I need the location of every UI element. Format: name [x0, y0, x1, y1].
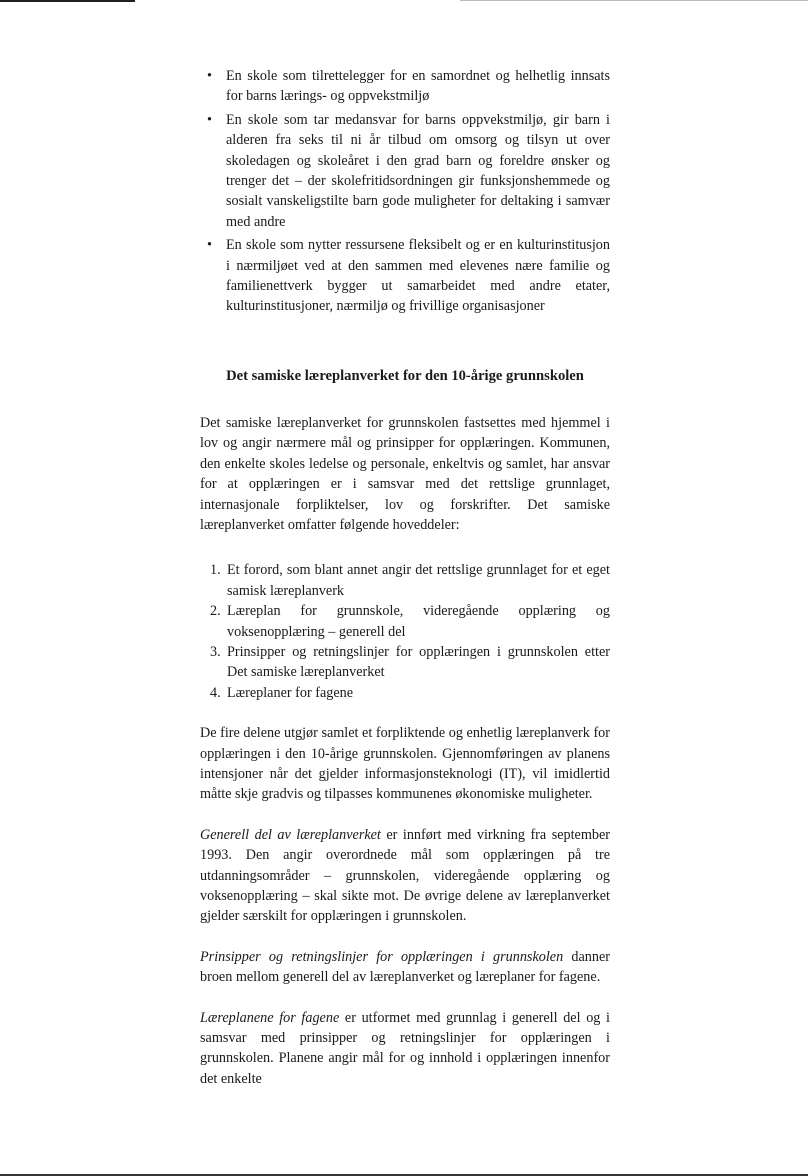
principles-text: danner broen mellom generell del av læreplanverket og læreplaner for fagene.	[200, 948, 610, 986]
intro-paragraph: Det samiske læreplanverket for grunnskolen fastsettes med hjemmel i lov og angir nærmere mål og prinsipper for opplæringen. Kommunen, den enkelte skoles ledelse og personale, enkeltvis og samlet, har ansvar for at opplæringen er i samsvar med det rettslige grunnlaget, internasjonale forpliktelser, lov og forskrifter. Det samiske læreplanverket omfatter følgende hoveddeler:	[200, 414, 610, 533]
bullet-item: • En skole som tilrettelegger for en samordnet og helhetlig innsats for barns lærings- og oppvekstmiljø	[226, 66, 610, 107]
general-part-text: er innført med virkning fra september 1993. Den angir overordnede mål som opplæringen på tre utdanningsområder – grunnskolen, videregående opplæring og voksenopplæring – skal sikte mot. De øvrige delene av læreplanverket gjelder særskilt for opplæringen i grunnskolen.	[200, 826, 610, 925]
parts-list-item	[210, 560, 610, 601]
list-number: 3.	[210, 643, 221, 660]
list-number: 2.	[210, 603, 221, 620]
general-part-title: Generell del av læreplanverket	[200, 826, 381, 843]
list-text: Læreplaner for fagene	[227, 684, 354, 701]
scan-edge-top-right	[460, 0, 808, 1]
list-number: 4.	[210, 684, 221, 701]
subjects-text: er utformet med grunnlag i generell del og i samsvar med prinsipper og retningslinjer for opplæringen i grunnskolen. Planene angir mål for og innhold i opplæringen innenfor det enkelte	[200, 1009, 610, 1087]
subjects-title: Læreplanene for fagene	[200, 1009, 340, 1026]
subjects-paragraph	[200, 1008, 610, 1090]
general-part-paragraph	[200, 825, 610, 927]
bullet-item: • En skole som tar medansvar for barns oppvekstmiljø, gir barn i alderen fra seks til ni år tilbud om omsorg og tilsyn ut over skoledagen og skoleåret i den grad barn og foreldre ønsker og trenger det – der skolefritidsordningen gir funksjonshemmede og sosialt vanskeligstilte barn gode muligheter for deltaking i samvær med andre	[226, 110, 610, 232]
scan-edge-top-left	[0, 0, 135, 2]
principles-paragraph	[200, 947, 610, 988]
parts-summary-paragraph: De fire delene utgjør samlet et forpliktende og enhetlig læreplanverk for opplæringen i den 10-årige grunnskolen. Gjennomføringen av planens intensjoner når det gjelder informasjonsteknologi (IT), vil imidlertid måtte skje gradvis og tilpasses kommunenes økonomiske muligheter.	[200, 725, 610, 803]
parts-list-item	[210, 642, 610, 683]
list-text: Et forord, som blant annet angir det rettslige grunnlaget for et eget samisk læreplanverk	[227, 562, 610, 599]
list-number: 1.	[210, 562, 221, 579]
bullet-list	[200, 66, 610, 317]
list-text: Prinsipper og retningslinjer for opplæringen i grunnskolen etter Det samiske læreplanverket	[227, 643, 610, 681]
parts-list-item	[210, 601, 610, 642]
parts-list-item	[210, 683, 610, 703]
list-text: Læreplan for grunnskole, videregående opplæring og voksenopplæring – generell del	[227, 603, 610, 640]
section-heading: Det samiske læreplanverket for den 10-årige grunnskolen	[226, 367, 584, 384]
document-page	[200, 66, 610, 1089]
bullet-item: • En skole som nytter ressursene fleksibelt og er en kulturinstitusjon i nærmiljøet ved at den sammen med elevenes nære familie og familienettverk bygger ut samarbeidet med andre etater, kulturinstitusjoner, nærmiljø og frivillige organisasjoner	[226, 235, 610, 317]
principles-title: Prinsipper og retningslinjer for opplæringen i grunnskolen	[200, 948, 564, 965]
parts-list	[200, 560, 610, 703]
